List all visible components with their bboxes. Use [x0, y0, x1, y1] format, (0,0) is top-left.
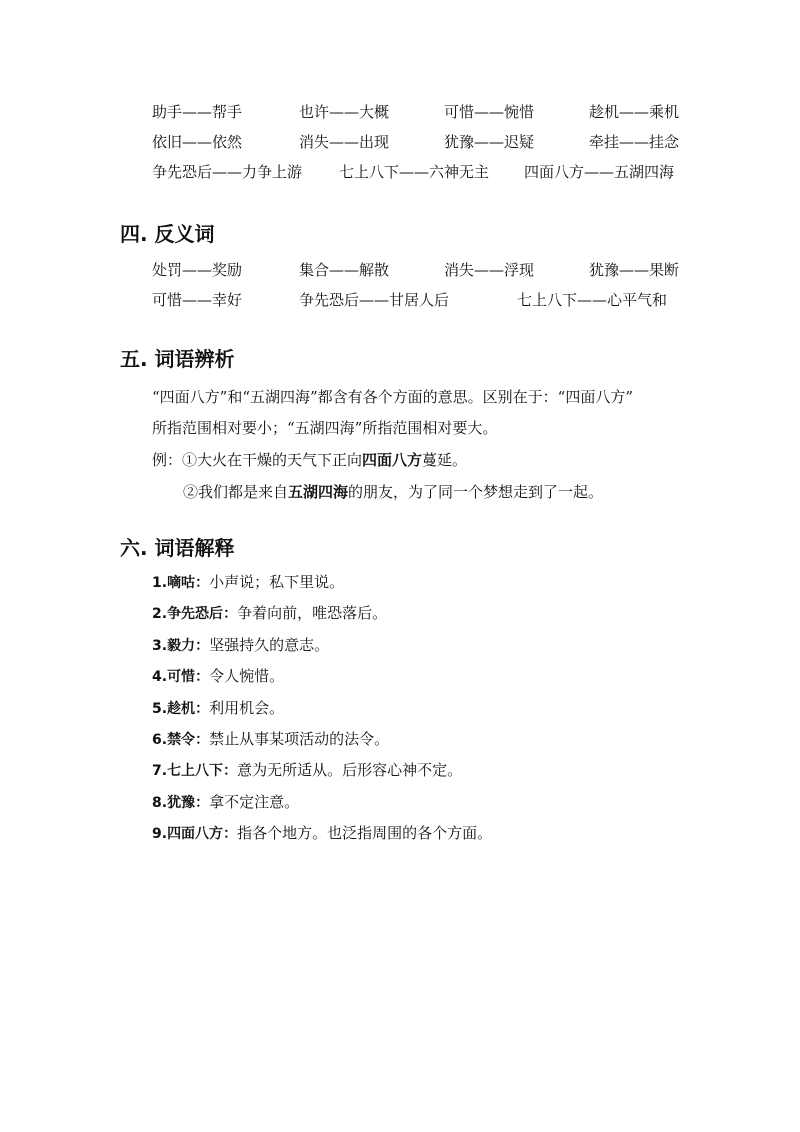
definition-separator: ： [195, 669, 210, 686]
synonym-pair: 四面八方——五湖四海 [524, 163, 675, 181]
analysis-heading: 五. 词语辨析 [120, 347, 235, 371]
antonym-row [152, 258, 752, 288]
antonyms-heading: 四. 反义词 [120, 222, 215, 246]
synonym-row [152, 100, 752, 130]
definition-item [152, 790, 752, 821]
definition-item [152, 633, 752, 664]
synonym-row [152, 130, 752, 160]
synonym-pair: 助手——帮手 [152, 103, 243, 121]
definition-term: 四面八方 [167, 826, 224, 843]
definition-item [152, 696, 752, 727]
definition-separator: ： [223, 763, 238, 780]
definition-number: 9. [152, 826, 168, 843]
definition-number: 2. [152, 606, 168, 623]
synonym-list [152, 100, 752, 190]
antonym-pair: 犹豫——果断 [589, 261, 680, 279]
definition-meaning: 禁止从事某项活动的法令。 [209, 729, 390, 748]
definition-meaning: 指各个地方。也泛指周围的各个方面。 [237, 824, 493, 843]
definition-item [152, 601, 752, 632]
definition-number: 7. [152, 763, 168, 780]
definitions-heading: 六. 词语解释 [120, 536, 235, 560]
example-text: 的朋友，为了同一个梦想走到了一起。 [348, 483, 604, 501]
definition-meaning: 令人惋惜。 [209, 667, 285, 686]
definition-term: 禁令 [167, 731, 196, 748]
synonym-pair: 消失——出现 [299, 133, 390, 151]
definition-separator: ： [195, 731, 210, 748]
definition-number: 6. [152, 731, 168, 748]
antonym-list [152, 258, 752, 318]
definition-separator: ： [195, 794, 210, 811]
antonym-pair: 集合——解散 [299, 261, 390, 279]
definition-item [152, 821, 752, 852]
example-highlight: 四面八方 [362, 451, 423, 469]
antonym-pair: 争先恐后——甘居人后 [299, 291, 450, 309]
definition-item [152, 727, 752, 758]
antonym-pair: 七上八下——心平气和 [517, 291, 668, 309]
definition-separator: ： [195, 637, 210, 654]
synonym-pair: 可惜——惋惜 [444, 103, 535, 121]
definition-item [152, 570, 752, 601]
antonym-pair: 处罚——奖励 [152, 261, 243, 279]
synonym-pair: 犹豫——迟疑 [444, 133, 535, 151]
definition-separator: ： [223, 606, 238, 623]
definition-meaning: 意为无所适从。后形容心神不定。 [237, 761, 463, 780]
definition-number: 1. [152, 575, 168, 591]
definition-separator: ： [223, 826, 238, 843]
definition-item [152, 758, 752, 789]
synonym-pair: 趁机——乘机 [589, 103, 680, 121]
definition-term: 毅力 [167, 637, 196, 654]
example-text: ②我们都是来自 [183, 483, 289, 501]
analysis-paragraph-line-1: “四面八方”和“五湖四海”都含有各个方面的意思。区别在于：“四面八方” [152, 388, 634, 406]
antonym-pair: 可惜——幸好 [152, 291, 243, 309]
definition-number: 3. [152, 637, 168, 654]
definition-term: 趁机 [167, 700, 196, 717]
definition-number: 8. [152, 794, 168, 811]
synonym-pair: 牵挂——挂念 [589, 133, 680, 151]
definition-meaning: 坚强持久的意志。 [209, 635, 330, 654]
example-text: 蔓延。 [422, 451, 468, 469]
definition-term: 可惜 [167, 669, 196, 686]
definition-number: 5. [152, 700, 168, 717]
synonym-pair: 也许——大概 [299, 103, 390, 121]
definition-term: 嘀咕 [167, 575, 196, 591]
definition-meaning: 小声说；私下里说。 [209, 573, 345, 591]
synonym-pair: 依旧——依然 [152, 133, 243, 151]
analysis-example-1 [152, 448, 467, 472]
synonym-row [152, 160, 752, 190]
definition-meaning: 利用机会。 [209, 698, 285, 717]
definition-term: 争先恐后 [167, 606, 224, 623]
definition-item [152, 664, 752, 695]
example-text: 例：①大火在干燥的天气下正向 [152, 451, 363, 469]
antonym-pair: 消失——浮现 [444, 261, 535, 279]
definition-term: 七上八下 [167, 763, 224, 780]
definition-separator: ： [195, 700, 210, 717]
synonym-pair: 七上八下——六神无主 [339, 163, 490, 181]
antonym-row [152, 288, 752, 318]
analysis-example-2 [183, 480, 603, 504]
definition-meaning: 拿不定注意。 [209, 792, 300, 811]
example-highlight: 五湖四海 [288, 483, 349, 501]
analysis-paragraph-line-2: 所指范围相对要小；“五湖四海”所指范围相对要大。 [152, 419, 498, 437]
definition-separator: ： [195, 575, 210, 591]
definition-list [152, 570, 752, 853]
definition-term: 犹豫 [167, 794, 196, 811]
definition-number: 4. [152, 669, 168, 686]
definition-meaning: 争着向前，唯恐落后。 [237, 604, 388, 623]
synonym-pair: 争先恐后——力争上游 [152, 163, 303, 181]
